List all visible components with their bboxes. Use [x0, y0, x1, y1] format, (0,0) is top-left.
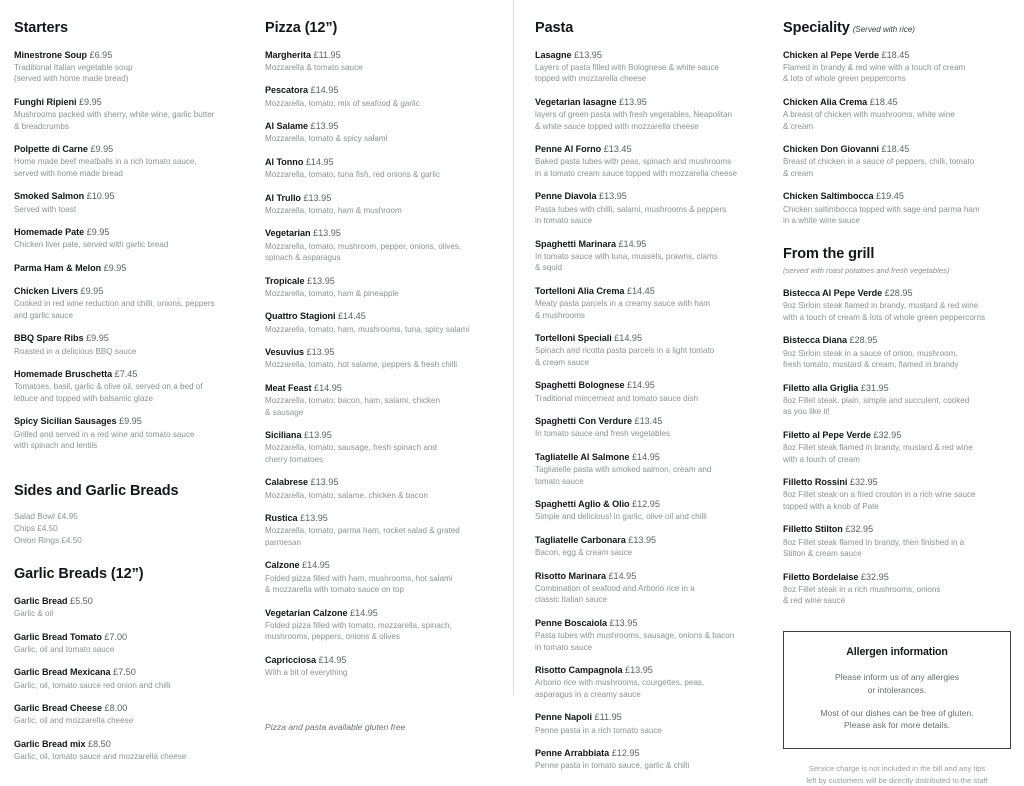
menu-item-price: £13.95 [304, 275, 335, 286]
menu-item-price: £28.95 [882, 288, 913, 299]
menu-item-name: Penne Arrabbiata £12.95 [535, 748, 640, 758]
menu-item-description: Combination of seafood and Arborio rice in a classic Italian sauce [535, 583, 695, 605]
menu-item-description: Mozzarella, tomato, mushroom, pepper, onions, olives, spinach & asparagus [265, 241, 462, 263]
menu-item-description: Penne pasta in a rich tomato sauce [535, 725, 662, 735]
service-charge-note: Service charge is not included in the bill and any tips left by customers will be directly distributed to the staff [806, 764, 988, 785]
spacer [14, 463, 254, 483]
menu-item-description: 8oz Fillet steak in a rich mushrooms, onions & red wine sauce [783, 584, 941, 606]
menu-item-name: Capricciosa £14.95 [265, 654, 347, 665]
menu-item-description: Traditional mincemeat and tomato sauce dish [535, 393, 699, 403]
menu-item [783, 96, 1011, 132]
menu-item-name: Filletto Stilton £32.95 [783, 524, 874, 535]
menu-item-name: Vegetarian £13.95 [265, 228, 341, 239]
menu-item-price: £13.95 [297, 513, 328, 524]
menu-item-price: £9.95 [84, 227, 110, 238]
menu-item [265, 654, 500, 679]
menu-item-price: £14.95 [308, 85, 339, 96]
menu-item-description: Pasta tubes with chilli, salami, mushrooms & peppers in tomato sauce [535, 204, 727, 226]
menu-item-price: £18.45 [867, 96, 898, 107]
menu-item [265, 607, 500, 643]
allergen-title: Allergen information [846, 645, 948, 658]
grill-note: (served with roast potatoes and fresh vegetables) [783, 266, 950, 276]
menu-item-description: 9oz Sirloin steak in a sauce of onion, mushroom, fresh tomato, mustard & cream, flamed in brandy [783, 348, 959, 370]
menu-item [14, 190, 254, 215]
menu-item-price: £7.45 [112, 369, 138, 380]
menu-item-price: £14.45 [335, 311, 366, 322]
menu-item-price: £14.95 [347, 607, 378, 618]
menu-item [265, 275, 500, 300]
menu-item-name: Garlic Bread Mexicana £7.50 [14, 667, 136, 678]
menu-item-name: Pescatora £14.95 [265, 85, 339, 96]
spacer [783, 238, 1011, 246]
menu-item-price: £13.95 [304, 347, 335, 358]
menu-item [14, 49, 254, 85]
menu-item-price: £12.95 [609, 748, 640, 758]
menu-item-name: Bistecca Diana £28.95 [783, 335, 878, 346]
menu-item-price: £13.95 [300, 192, 332, 203]
menu-item-description: layers of green pasta with fresh vegetables, Neapolitan & white sauce topped with mozzarella cheese [535, 110, 733, 131]
menu-item-name: Bistecca Al Pepe Verde £28.95 [783, 288, 913, 299]
column-speciality [783, 0, 1011, 786]
menu-item-name: Calzone £14.95 [265, 560, 330, 571]
menu-item-description: Pasta tubes with mushrooms, sausage, onions & bacon in tomato sauce [535, 631, 735, 652]
menu-item-name: Minestrone Soup £6.95 [14, 49, 113, 60]
menu-item-price: £13.45 [631, 416, 663, 427]
menu-item-price: £14.95 [615, 238, 647, 249]
menu-item-description: Flamed in brandy & red wine with a touch of cream & lots of whole green peppercorns [783, 62, 966, 84]
menu-item-name: Vesuvius £13.95 [265, 347, 335, 358]
menu-item-price: £32.95 [847, 477, 878, 488]
menu-item-description: In tomato sauce with tuna, mussels, prawns, clams & squid [535, 251, 718, 273]
menu-item [265, 49, 500, 74]
menu-item-description: Chicken saltimbocca topped with sage and parma ham in a white wine sauce [783, 204, 980, 226]
menu-item-description: Mozzarella & tomato sauce [265, 62, 363, 72]
sides-heading: Sides and Garlic Breads [14, 482, 179, 499]
menu-item [535, 285, 780, 321]
menu-item [783, 190, 1011, 226]
menu-item-name: Meat Feast £14.95 [265, 382, 342, 393]
menu-item-description: Mushrooms packed with sherry, white wine, garlic butter & breadcrumbs [14, 110, 215, 131]
menu-item-price: £14.95 [629, 451, 660, 462]
menu-item [535, 49, 780, 85]
menu-item-name: Calabrese £13.95 [265, 477, 339, 488]
menu-item [535, 96, 780, 132]
menu-item-description: Mozzarella, tomato, ham, mushrooms, tuna, spicy salami [265, 324, 470, 334]
menu-item-description: Simple and delicious! in garlic, olive oil and chilli [535, 512, 707, 522]
menu-item [265, 429, 500, 465]
menu-item-name: Rustica £13.95 [265, 513, 328, 524]
menu-item-description: Grilled and served in a red wine and tomato sauce with spinach and lentils [14, 429, 195, 451]
menu-item-name: Garlic Bread Tomato £7.00 [14, 631, 128, 642]
menu-item-description: Chicken liver pate, served with garlic bread [14, 240, 169, 250]
pizza-item-list [265, 49, 500, 679]
menu-item-name: Tortelloni Alia Crema £14.45 [535, 285, 655, 296]
menu-item [14, 702, 254, 727]
menu-item-description: 8oz Fillet steak flamed in brandy, then finished in a Stilton & cream sauce [783, 537, 965, 559]
column-pizza [265, 0, 500, 733]
starters-heading: Starters [14, 20, 69, 36]
menu-item-description: 9oz Sirloin steak flamed in brandy, mustard & red wine with a touch of cream & lots of whole green peppercorns [783, 301, 986, 322]
grill-item-list [783, 287, 1011, 607]
menu-item-name: Chicken Alia Crema £18.45 [783, 96, 898, 107]
menu-item [783, 476, 1011, 512]
menu-item-name: Garlic Bread Cheese £8.00 [14, 703, 128, 714]
menu-item-price: £13.95 [625, 534, 657, 545]
menu-item-name: Al Tonno £14.95 [265, 156, 334, 167]
menu-item-name: Chicken al Pepe Verde £18.45 [783, 49, 910, 60]
menu-item-name: Filetto alla Griglia £31.95 [783, 382, 889, 393]
menu-item-description: Mozzarella, tomato, sausage, fresh spinach and cherry tomatoes [265, 443, 437, 464]
menu-item [535, 747, 780, 772]
menu-item [14, 285, 254, 321]
menu-item-description: 8oz Fillet steak flamed in brandy, mustard & red wine with a touch of cream [783, 443, 973, 464]
menu-item-description: Bacon, egg & cream sauce [535, 548, 633, 558]
menu-item-name: BBQ Spare Ribs £9.95 [14, 333, 109, 344]
menu-item-price: £9.95 [76, 96, 102, 107]
menu-item-price: £13.95 [622, 665, 653, 676]
menu-item-description: Garlic, oil and tomato sauce [14, 644, 115, 654]
menu-item [14, 262, 254, 274]
menu-item-name: Tortelloni Speciali £14.95 [535, 333, 643, 344]
menu-item-name: Tagliatelle Carbonara £13.95 [535, 534, 657, 545]
menu-item-price: £13.95 [310, 228, 341, 239]
menu-item-price: £13.95 [607, 617, 638, 628]
spacer [14, 546, 254, 566]
menu-item [535, 415, 780, 440]
menu-item-name: Parma Ham & Melon £9.95 [14, 262, 127, 273]
menu-item-description: Garlic, oil, tomato sauce red onion and chilli [14, 680, 171, 690]
menu-item [14, 666, 254, 691]
menu-item-description: Mozzarella, tomato, tuna fish, red onions & garlic [265, 170, 440, 180]
menu-item [265, 84, 500, 109]
menu-item-price: £32.95 [858, 571, 889, 582]
menu-item [783, 143, 1011, 179]
menu-item-name: Filletto Rossini £32.95 [783, 477, 878, 488]
menu-item-price: £13.95 [571, 49, 602, 60]
starters-item-list [14, 49, 254, 452]
menu-item-description: Baked pasta tubes with peas, spinach and mushrooms in a tomato cream sauce topped with mozzarella cheese [535, 157, 737, 178]
menu-item-price: £9.95 [101, 262, 127, 273]
menu-item-price: £10.95 [84, 191, 115, 202]
pasta-heading: Pasta [535, 20, 574, 36]
menu-item [14, 143, 254, 179]
menu-item [14, 595, 254, 620]
garlic-breads-item-list [14, 595, 254, 763]
menu-item-name: Chicken Saltimbocca £19.45 [783, 191, 904, 202]
menu-item-name: Margherita £11.95 [265, 49, 341, 60]
speciality-heading-text: Speciality [783, 20, 850, 36]
menu-item [535, 534, 780, 559]
menu-item-price: £13.95 [308, 477, 339, 488]
menu-item [14, 415, 254, 451]
speciality-item-list [783, 49, 1011, 227]
column-pasta [535, 0, 780, 783]
menu-item-description: 8oz Fillet steak on a fried crouton in a rich wine sauce topped with a knob of Pate [783, 490, 976, 511]
speciality-heading-note: (Served with rice) [852, 25, 915, 34]
menu-item-price: £14.95 [605, 570, 637, 581]
menu-item-name: Chicken Livers £9.95 [14, 286, 104, 297]
menu-item [783, 429, 1011, 465]
menu-item-price: £13.95 [596, 191, 627, 202]
menu-item-description: Garlic & oil [14, 609, 54, 619]
menu-item-name: Tropicale £13.95 [265, 275, 335, 286]
menu-item-name: Vegetarian Calzone £14.95 [265, 607, 378, 618]
speciality-heading [783, 20, 1011, 37]
menu-item-name: Al Salame £13.95 [265, 121, 339, 132]
menu-item-price: £32.95 [870, 429, 902, 440]
menu-item-description: Mozzarella, tomato, ham & pineapple [265, 288, 399, 298]
menu-item-name: Homemade Bruschetta £7.45 [14, 369, 138, 380]
menu-item [783, 571, 1011, 607]
menu-item [783, 334, 1011, 370]
menu-item-price: £9.95 [116, 416, 142, 427]
menu-item-price: £14.95 [303, 156, 334, 167]
menu-item-description: Home made beef meatballs in a rich tomato sauce, served with home made bread [14, 157, 197, 178]
menu-item-name: Chicken Don Giovanni £18.45 [783, 144, 910, 155]
menu-item [535, 332, 780, 368]
menu-item-description: Mozzarella, tomato, salame, chicken & bacon [265, 490, 428, 500]
menu-item [783, 523, 1011, 559]
menu-item-description: Folded pizza filled with tomato, mozzarella, spinach, mushrooms, peppers, onions & olives [265, 620, 452, 642]
menu-item-description: Mozzarella, tomato, bacon, ham, salami, chicken & sausage [265, 396, 440, 417]
allergen-paragraph-2: Most of our dishes can be free of gluten. Please ask for more details. [820, 707, 974, 731]
menu-item [783, 287, 1011, 323]
menu-item-name: Polpette di Carne £9.95 [14, 144, 114, 155]
garlic-breads-heading: Garlic Breads (12”) [14, 566, 144, 583]
menu-item [535, 711, 780, 736]
menu-item-description: 8oz Fillet steak, plain, simple and succulent, cooked as you like it! [783, 395, 970, 417]
menu-item-price: £6.95 [87, 49, 113, 60]
menu-item [535, 143, 780, 179]
menu-item-description: Cooked in red wine reduction and chilli, onions, peppers and garlic sauce [14, 299, 215, 320]
menu-item-description: Mozzarella, tomato, ham & mushroom [265, 205, 402, 215]
menu-item-name: Vegetarian lasagne £13.95 [535, 96, 647, 107]
menu-item [535, 570, 780, 606]
menu-item [783, 382, 1011, 418]
menu-item-description: Spinach and ricotta pasta parcels in a light tomato & cream sauce [535, 346, 715, 367]
menu-item-description: With a bit of everything [265, 668, 348, 678]
menu-item [14, 631, 254, 656]
menu-item [265, 310, 500, 335]
menu-item-description: Arborio rice with mushrooms, courgettes, peas, asparagus in a creamy sauce [535, 678, 705, 699]
menu-item-price: £14.95 [624, 380, 655, 391]
menu-item-price: £11.95 [311, 49, 341, 60]
menu-item-price: £14.95 [299, 560, 330, 571]
menu-item-price: £9.95 [78, 286, 104, 297]
menu-item-name: Spaghetti Marinara £14.95 [535, 238, 647, 249]
menu-item [14, 332, 254, 357]
menu-item-price: £32.95 [842, 524, 874, 535]
pasta-item-list [535, 49, 780, 772]
menu-item [14, 96, 254, 132]
menu-item-price: £7.00 [101, 631, 128, 642]
menu-item-description: Traditional Italian vegetable soup (served with home made bread) [14, 62, 133, 84]
menu-item-price: £13.45 [601, 144, 632, 155]
menu-item-description: Tomatoes, basil, garlic & olive oil, served on a bed of lettuce and topped with balsamic glaze [14, 382, 203, 403]
menu-item-price: £8.00 [102, 703, 128, 714]
menu-item-name: Funghi Ripieni £9.95 [14, 96, 102, 107]
menu-item [535, 451, 780, 487]
menu-item-name: Homemade Pate £9.95 [14, 227, 110, 238]
menu-item [14, 368, 254, 404]
menu-item [265, 476, 500, 501]
menu-item [265, 227, 500, 263]
gluten-free-footnote: Pizza and pasta available gluten free [265, 721, 406, 732]
menu-item-name: Spicy Sicilian Sausages £9.95 [14, 416, 142, 427]
menu-item [535, 617, 780, 653]
menu-item-description: Garlic, oil and mozzarella cheese [14, 716, 134, 726]
side-item: Salad Bowl £4.95 [14, 512, 78, 522]
menu-item-name: Siciliana £13.95 [265, 430, 332, 441]
menu-item [265, 192, 500, 217]
menu-item-description: A breast of chicken with mushrooms, white wine & cream [783, 110, 955, 131]
menu-item [265, 382, 500, 418]
menu-item-price: £14.45 [624, 285, 655, 296]
menu-item-description: Tagliatelle pasta with smoked salmon, cream and tomato sauce [535, 465, 712, 486]
menu-item-name: Spaghetti Con Verdure £13.45 [535, 416, 663, 427]
menu-item [265, 559, 500, 595]
menu-item-description: Mozzarella, tomato & spicy salami [265, 134, 388, 144]
menu-item-name: Filetto Bordelaise £32.95 [783, 571, 889, 582]
menu-item-price: £13.95 [308, 121, 339, 132]
menu-item-price: £9.95 [83, 333, 109, 344]
allergen-information-box [783, 631, 1011, 750]
menu-item-name: Tagliatelle Al Salmone £14.95 [535, 451, 660, 462]
menu-item-name: Lasagne £13.95 [535, 49, 602, 60]
menu-item-name: Smoked Salmon £10.95 [14, 191, 115, 202]
menu-item-description: Garlic, oil, tomato sauce and mozzarella cheese [14, 752, 187, 762]
menu-item-description: Penne pasta in tomato sauce, garlic & chilli [535, 761, 690, 771]
menu-item-price: £14.95 [611, 333, 643, 344]
menu-item [783, 49, 1011, 85]
menu-item-price: £8.50 [85, 738, 111, 749]
menu-item-description: In tomato sauce and fresh vegetables [535, 429, 670, 439]
menu-item [265, 512, 500, 548]
menu-item-price: £11.95 [592, 712, 622, 723]
menu-item [535, 379, 780, 404]
menu-item-price: £9.95 [87, 144, 114, 155]
menu-item-price: £12.95 [629, 499, 660, 510]
side-item: Onion Rings £4.50 [14, 535, 82, 545]
menu-item [535, 238, 780, 274]
side-item: Chips £4.50 [14, 523, 58, 533]
menu-item-name: Penne Napoli £11.95 [535, 712, 622, 723]
menu-item-price: £7.50 [110, 667, 136, 678]
menu-item-price: £14.95 [316, 654, 347, 665]
menu-item-name: Quattro Stagioni £14.45 [265, 311, 366, 322]
menu-item-description: Mozzarella, tomato, hot salame, peppers & fresh chilli [265, 360, 458, 370]
menu-item-description: Layers of pasta filled with Bolognese & white sauce topped with mozzarella cheese [535, 62, 720, 84]
menu-item-description: Mozzarella, tomato, parma ham, rocket salad & grated parmesan [265, 526, 460, 547]
menu-item [265, 346, 500, 371]
menu-item-name: Penne Diavola £13.95 [535, 191, 627, 202]
menu-item-name: Penne Al Forno £13.45 [535, 144, 632, 155]
menu-item-name: Risotto Campagnola £13.95 [535, 665, 653, 676]
allergen-paragraph-1: Please inform us of any allergies or intolerances. [834, 671, 960, 695]
menu-item-description: Roasted in a delicious BBQ sauce [14, 346, 137, 356]
menu-item-price: £18.45 [879, 144, 910, 155]
menu-item-description: Folded pizza filled with ham, mushrooms, hot salami & mozzarella with tomato sauce on top [265, 573, 453, 595]
menu-item-price: £5.50 [67, 595, 93, 606]
menu-item-description: Breast of chicken in a sauce of peppers, chilli, tomato & cream [783, 157, 975, 178]
grill-heading: From the grill [783, 245, 875, 262]
menu-item-name: Garlic Bread mix £8.50 [14, 738, 111, 749]
menu-item-price: £13.95 [616, 96, 647, 107]
menu-item [14, 226, 254, 251]
menu-item [535, 190, 780, 226]
menu-item-description: Meaty pasta parcels in a creamy sauce with ham & mushrooms [535, 299, 710, 320]
column-starters [14, 0, 254, 774]
menu-item-name: Al Trullo £13.95 [265, 192, 332, 203]
menu-item-name: Filetto al Pepe Verde £32.95 [783, 429, 902, 440]
sides-list [14, 511, 254, 546]
menu-item-price: £14.95 [311, 382, 342, 393]
menu-item-price: £13.95 [301, 430, 332, 441]
menu-item-name: Garlic Bread £5.50 [14, 595, 93, 606]
menu-item-name: Spaghetti Aglio & Olio £12.95 [535, 499, 660, 510]
menu-item-price: £28.95 [847, 335, 878, 346]
menu-item-price: £31.95 [858, 382, 889, 393]
menu-item [265, 120, 500, 145]
menu-item [14, 738, 254, 763]
column-divider [513, 0, 514, 695]
menu-item-description: Mozzarella, tomato, mix of seafood & garlic [265, 98, 420, 108]
menu-item-name: Risotto Marinara £14.95 [535, 570, 637, 581]
menu-item-name: Penne Boscaiola £13.95 [535, 617, 638, 628]
menu-item [535, 664, 780, 700]
menu-item-price: £19.45 [873, 191, 904, 202]
menu-item [265, 156, 500, 181]
pizza-heading: Pizza (12”) [265, 20, 338, 36]
menu-item-description: Served with toast [14, 204, 77, 214]
menu-item [535, 498, 780, 523]
menu-item-price: £18.45 [879, 49, 910, 60]
menu-item-name: Spaghetti Bolognese £14.95 [535, 380, 655, 391]
